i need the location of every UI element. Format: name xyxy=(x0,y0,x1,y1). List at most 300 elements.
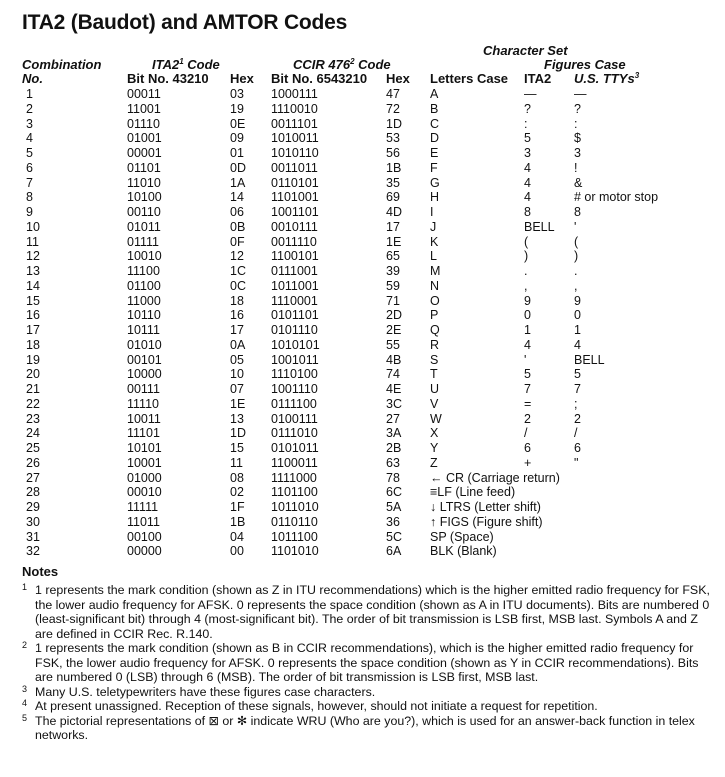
ita2-header: ITA2 xyxy=(524,71,552,86)
ita2-bits: 10000 xyxy=(127,367,162,382)
row-number: 23 xyxy=(26,411,40,426)
letters-case: ≡LF (Line feed) xyxy=(430,485,516,500)
letters-case: Z xyxy=(430,455,438,470)
us-tty-figure: & xyxy=(574,175,583,190)
ccir-bits: 1101010 xyxy=(271,544,319,559)
ita2-hex: 1D xyxy=(230,426,246,441)
us-tty-figure: " xyxy=(574,455,579,470)
note-item xyxy=(22,641,712,685)
row-number: 11 xyxy=(26,234,39,249)
us-tty-figure: 9 xyxy=(574,293,581,308)
page-title: ITA2 (Baudot) and AMTOR Codes xyxy=(22,11,348,34)
ccir-hex: 36 xyxy=(386,514,400,529)
ccir-bits: 1110010 xyxy=(271,101,318,116)
note-marker: 2 xyxy=(22,640,28,650)
us-ttys-label: U.S. TTYs xyxy=(574,71,635,86)
letters-case: Y xyxy=(430,441,439,455)
table-row xyxy=(0,426,725,441)
ita2-bits: 00100 xyxy=(127,529,162,544)
row-number: 13 xyxy=(26,264,40,278)
row-number: 10 xyxy=(26,219,40,234)
ita2-figure: 9 xyxy=(524,293,531,308)
ita2-hex: 00 xyxy=(230,544,244,559)
row-number: 8 xyxy=(26,190,33,205)
note-marker: 1 xyxy=(22,582,28,592)
ita2-bits: 01001 xyxy=(127,131,162,146)
letters-case: G xyxy=(430,175,440,190)
ita2-hex: 08 xyxy=(230,470,244,485)
us-tty-figure: . xyxy=(574,264,578,278)
table-row xyxy=(0,382,725,397)
ccir-bits: 1011001 xyxy=(271,278,319,293)
hex-header: Hex xyxy=(230,71,254,86)
no-header: No. xyxy=(22,71,43,86)
us-ttys-footnote: 3 xyxy=(634,71,640,80)
ita2-figure: / xyxy=(524,426,528,441)
ccir-bits: 1100101 xyxy=(271,249,319,264)
ita2-figure: : xyxy=(524,116,528,131)
ita2-hex: 0E xyxy=(230,116,246,131)
table-row xyxy=(0,87,725,102)
row-number: 21 xyxy=(26,382,40,396)
letters-case: O xyxy=(430,293,440,308)
row-number: 16 xyxy=(26,308,40,323)
ccir-bits: 0101101 xyxy=(271,308,319,323)
ita2-figure: ? xyxy=(524,101,531,116)
ita2-bits: 10011 xyxy=(127,411,161,426)
ita2-code-header xyxy=(152,57,220,72)
row-number: 4 xyxy=(26,131,33,146)
ita2-bits: 01000 xyxy=(127,470,162,485)
ita2-hex: 1A xyxy=(230,175,246,190)
ccir-code-header xyxy=(293,57,391,72)
row-number: 15 xyxy=(26,293,40,308)
table-row xyxy=(0,397,725,412)
letters-case: C xyxy=(430,116,440,131)
table-row xyxy=(0,176,725,191)
note-item xyxy=(22,714,712,743)
ita2-figure: 4 xyxy=(524,337,531,352)
table-row xyxy=(0,220,725,235)
ccir-hex: 17 xyxy=(386,219,400,234)
row-number: 27 xyxy=(26,470,40,485)
bit-no-ccir-header: Bit No. 6543210 xyxy=(271,71,368,86)
figures-case-header: Figures Case xyxy=(544,57,626,72)
ccir-bits: 0101110 xyxy=(271,323,318,337)
row-number: 24 xyxy=(26,426,40,441)
ccir-bits: 1111000 xyxy=(271,470,317,485)
us-tty-figure: # or motor stop xyxy=(574,190,659,205)
ita2-hex: 0B xyxy=(230,219,246,234)
letters-case: ↓ LTRS (Letter shift) xyxy=(430,500,541,514)
ita2-hex: 1E xyxy=(230,396,246,411)
ita2-bits: 01110 xyxy=(127,116,160,131)
ccir-hex: 3C xyxy=(386,396,402,411)
row-number: 3 xyxy=(26,116,33,131)
us-tty-figure: 6 xyxy=(574,441,581,455)
table-row xyxy=(0,131,725,146)
ita2-bits: 00111 xyxy=(127,382,160,396)
ita2-bits: 10100 xyxy=(127,190,162,205)
letters-case: X xyxy=(430,426,439,441)
ita2-hex: 07 xyxy=(230,382,244,396)
table-row xyxy=(0,471,725,486)
us-tty-figure: ? xyxy=(574,101,581,116)
row-number: 17 xyxy=(26,323,40,337)
letters-case: Q xyxy=(430,323,440,337)
letters-case: D xyxy=(430,131,440,146)
ccir-hex: 5C xyxy=(386,529,402,544)
ita2-bits: 10010 xyxy=(127,249,162,264)
table-row xyxy=(0,441,725,456)
letters-case-header: Letters Case xyxy=(430,71,509,86)
note-text: At present unassigned. Reception of these signals, however, should not initiate a request for repetition. xyxy=(35,699,598,713)
ita2-figure: , xyxy=(524,278,528,293)
ita2-bits: 11110 xyxy=(127,396,159,411)
ccir-hex: 78 xyxy=(386,470,400,485)
letters-case: ↑ FIGS (Figure shift) xyxy=(430,514,543,529)
letters-case: W xyxy=(430,411,442,426)
ccir-hex: 6C xyxy=(386,485,402,500)
table-row xyxy=(0,146,725,161)
row-number: 25 xyxy=(26,441,40,455)
ccir-bits: 1011010 xyxy=(271,500,319,514)
letters-case: SP (Space) xyxy=(430,529,494,544)
ita2-bits: 00011 xyxy=(127,87,161,101)
ccir-hex: 65 xyxy=(386,249,400,264)
ccir-bits: 0011101 xyxy=(271,116,318,131)
row-number: 20 xyxy=(26,367,40,382)
notes-list xyxy=(22,583,712,743)
us-tty-figure: 2 xyxy=(574,411,581,426)
note-text: 1 represents the mark condition (shown as Z in ITU recommendations) which is the higher emitted radio frequency for FSK, the lower audio frequency for AFSK. 0 represents the space condition (shown as A in ITU documents). Bits are numbered 0 (least-significant bit) through 4 (most-significant bit). The order of bit transmission is LSB first, MSB last. Symbols A and Z are defined in CCIR Rec. R.140. xyxy=(35,583,710,641)
note-text: 1 represents the mark condition (shown as B in CCIR recommendations), which is the higher emitted radio frequency for FSK, the lower audio frequency for AFSK. 0 represents the space condition (shown as Y in CCIR recommendations). Bits are numbered 0 (LSB) through 6 (MSB). The order of bit transmission is LSB first, MSB last. xyxy=(35,641,699,684)
ita2-figure: ( xyxy=(524,234,529,249)
ita2-bits: 01010 xyxy=(127,337,162,352)
ita2-bits: 00000 xyxy=(127,544,162,559)
letters-case: L xyxy=(430,249,437,264)
ccir-bits: 0111001 xyxy=(271,264,318,278)
ita2-figure: . xyxy=(524,264,528,278)
ccir-bits: 0011110 xyxy=(271,234,317,249)
ita2-hex: 09 xyxy=(230,131,244,146)
us-tty-figure: / xyxy=(574,426,578,441)
table-row xyxy=(0,323,725,338)
table-row xyxy=(0,353,725,368)
ita2-figure: ) xyxy=(524,249,529,264)
ita2-figure: 5 xyxy=(524,131,531,146)
ita2-figure: 4 xyxy=(524,160,531,175)
ccir-hex: 4D xyxy=(386,205,402,219)
ccir-code-footnote: 2 xyxy=(350,57,355,66)
ita2-figure: 5 xyxy=(524,367,531,382)
ccir-bits: 1001011 xyxy=(271,352,319,367)
ita2-figure: + xyxy=(524,455,532,470)
table-row xyxy=(0,485,725,500)
row-number: 29 xyxy=(26,500,40,514)
ita2-hex: 0A xyxy=(230,337,246,352)
ita2-hex: 13 xyxy=(230,411,244,426)
row-number: 26 xyxy=(26,455,40,470)
ita2-figure: 6 xyxy=(524,441,531,455)
ita2-bits: 11000 xyxy=(127,293,161,308)
us-tty-figure: — xyxy=(574,87,587,101)
ita2-hex: 17 xyxy=(230,323,244,337)
ita2-hex: 06 xyxy=(230,205,244,219)
ccir-hex: 63 xyxy=(386,455,400,470)
ccir-bits: 1100011 xyxy=(271,455,318,470)
us-tty-figure: BELL xyxy=(574,352,605,367)
ccir-code-suffix: Code xyxy=(354,57,391,72)
notes-title: Notes xyxy=(22,564,59,579)
note-item xyxy=(22,685,712,700)
row-number: 28 xyxy=(26,485,40,500)
ccir-bits: 0111100 xyxy=(271,396,317,411)
row-number: 7 xyxy=(26,175,33,190)
ccir-bits: 0101011 xyxy=(271,441,319,455)
ccir-bits: 0111010 xyxy=(271,426,318,441)
ccir-hex: 69 xyxy=(386,190,400,205)
ccir-hex: 5A xyxy=(386,500,402,514)
letters-case: F xyxy=(430,160,438,175)
bit-no-ita-header: Bit No. 43210 xyxy=(127,71,209,86)
row-number: 18 xyxy=(26,337,40,352)
row-number: 22 xyxy=(26,396,40,411)
ita2-hex: 18 xyxy=(230,293,244,308)
letters-case: S xyxy=(430,352,439,367)
ccir-hex: 55 xyxy=(386,337,400,352)
table-row xyxy=(0,249,725,264)
note-item xyxy=(22,583,712,641)
ccir-bits: 1011100 xyxy=(271,529,318,544)
ccir-bits: 1001110 xyxy=(271,382,318,396)
ccir-bits: 0110101 xyxy=(271,175,319,190)
table-row xyxy=(0,161,725,176)
ccir-hex: 1E xyxy=(386,234,402,249)
ccir-hex: 39 xyxy=(386,264,400,278)
ccir-hex: 56 xyxy=(386,146,400,160)
ita2-figure: BELL xyxy=(524,219,555,234)
ita2-bits: 11101 xyxy=(127,426,160,441)
table-row xyxy=(0,190,725,205)
us-tty-figure: ) xyxy=(574,249,579,264)
ccir-bits: 1010011 xyxy=(271,131,319,146)
ita2-bits: 10101 xyxy=(127,441,162,455)
ccir-bits: 1001101 xyxy=(271,205,319,219)
ita2-hex: 0F xyxy=(230,234,245,249)
ccir-bits: 1110100 xyxy=(271,367,318,382)
row-number: 14 xyxy=(26,278,40,293)
us-tty-figure: , xyxy=(574,278,578,293)
ita2-figure: 4 xyxy=(524,190,531,205)
letters-case: P xyxy=(430,308,439,323)
ccir-hex: 53 xyxy=(386,131,400,146)
ita2-hex: 12 xyxy=(230,249,244,264)
row-number: 19 xyxy=(26,352,40,367)
ccir-hex: 74 xyxy=(386,367,400,382)
ita2-figure: 2 xyxy=(524,411,531,426)
table-row xyxy=(0,500,725,515)
character-set-header: Character Set xyxy=(483,43,568,58)
ccir-bits: 1010110 xyxy=(271,146,319,160)
ita2-hex: 1C xyxy=(230,264,246,278)
combination-header: Combination xyxy=(22,57,102,72)
ccir-hex: 27 xyxy=(386,411,400,426)
row-number: 9 xyxy=(26,205,33,219)
letters-case: V xyxy=(430,396,439,411)
ita2-bits: 00001 xyxy=(127,146,162,160)
ccir-bits: 0011011 xyxy=(271,160,318,175)
letters-case: N xyxy=(430,278,440,293)
letters-case: U xyxy=(430,382,440,396)
ccir-hex: 1B xyxy=(386,160,402,175)
ccir-code-label: CCIR 476 xyxy=(293,57,351,72)
letters-case: H xyxy=(430,190,440,205)
us-tty-figure: 0 xyxy=(574,308,581,323)
table-row xyxy=(0,279,725,294)
ita2-hex: 04 xyxy=(230,529,244,544)
letters-case: E xyxy=(430,146,439,160)
ccir-hex: 72 xyxy=(386,101,400,116)
letters-case: I xyxy=(430,205,434,219)
ita2-bits: 11010 xyxy=(127,175,161,190)
hex2-header: Hex xyxy=(386,71,410,86)
ita2-bits: 01111 xyxy=(127,234,159,249)
row-number: 2 xyxy=(26,101,33,116)
us-tty-figure: 3 xyxy=(574,146,581,160)
letters-case: K xyxy=(430,234,439,249)
ita2-hex: 15 xyxy=(230,441,244,455)
ita2-hex: 01 xyxy=(230,146,244,160)
note-item xyxy=(22,699,712,714)
ccir-hex: 71 xyxy=(386,293,400,308)
letters-case: J xyxy=(430,219,437,234)
ita2-figure: 3 xyxy=(524,146,531,160)
ccir-bits: 0100111 xyxy=(271,411,318,426)
table-row xyxy=(0,515,725,530)
ccir-hex: 4E xyxy=(386,382,402,396)
letters-case: T xyxy=(430,367,438,382)
ccir-hex: 2E xyxy=(386,323,402,337)
ita2-bits: 11100 xyxy=(127,264,160,278)
ita2-hex: 19 xyxy=(230,101,244,116)
ita2-hex: 1F xyxy=(230,500,245,514)
ita2-figure: 1 xyxy=(524,323,531,337)
ita2-hex: 02 xyxy=(230,485,244,500)
us-tty-figure: 8 xyxy=(574,205,581,219)
ita2-hex: 10 xyxy=(230,367,244,382)
us-tty-figure: ( xyxy=(574,234,579,249)
ita2-bits: 00110 xyxy=(127,205,161,219)
letters-case: B xyxy=(430,101,439,116)
row-number: 32 xyxy=(26,544,40,559)
ccir-bits: 1110001 xyxy=(271,293,318,308)
us-ttys-header xyxy=(574,71,639,86)
ita2-bits: 10001 xyxy=(127,455,162,470)
ita2-code-label: ITA2 xyxy=(152,57,180,72)
ccir-bits: 0110110 xyxy=(271,514,318,529)
ita2-figure: 7 xyxy=(524,382,531,396)
ita2-figure: = xyxy=(524,396,532,411)
ita2-figure: ' xyxy=(524,352,527,367)
table-row xyxy=(0,205,725,220)
ita2-figure: — xyxy=(524,87,537,101)
ita2-hex: 0D xyxy=(230,160,246,175)
ccir-hex: 1D xyxy=(386,116,402,131)
row-number: 31 xyxy=(26,529,40,544)
table-row xyxy=(0,308,725,323)
ccir-hex: 2D xyxy=(386,308,402,323)
ita2-figure: 8 xyxy=(524,205,531,219)
table-row xyxy=(0,544,725,559)
ita2-hex: 14 xyxy=(230,190,244,205)
ita2-bits: 11011 xyxy=(127,514,160,529)
ita2-bits: 01100 xyxy=(127,278,161,293)
ccir-bits: 1010101 xyxy=(271,337,320,352)
ita2-hex: 03 xyxy=(230,87,244,101)
letters-case: BLK (Blank) xyxy=(430,544,497,559)
ita2-bits: 00010 xyxy=(127,485,162,500)
ita2-bits: 11111 xyxy=(127,500,159,514)
us-tty-figure: 4 xyxy=(574,337,581,352)
table-row xyxy=(0,338,725,353)
ita2-bits: 00101 xyxy=(127,352,162,367)
ccir-hex: 4B xyxy=(386,352,402,367)
ita2-code-footnote: 1 xyxy=(179,57,184,66)
row-number: 12 xyxy=(26,249,40,264)
ccir-hex: 3A xyxy=(386,426,402,441)
notes-section xyxy=(22,564,712,743)
ita2-hex: 11 xyxy=(230,455,243,470)
table-row xyxy=(0,102,725,117)
us-tty-figure: 1 xyxy=(574,323,581,337)
note-marker: 3 xyxy=(22,683,28,694)
ccir-hex: 47 xyxy=(386,87,400,101)
table-row xyxy=(0,235,725,250)
table-row xyxy=(0,264,725,279)
us-tty-figure: 5 xyxy=(574,367,581,382)
row-number: 30 xyxy=(26,514,40,529)
ita2-figure: 4 xyxy=(524,175,531,190)
ita2-hex: 16 xyxy=(230,308,244,323)
us-tty-figure: : xyxy=(574,116,578,131)
ccir-bits: 1101100 xyxy=(271,485,318,500)
us-tty-figure: ; xyxy=(574,396,578,411)
us-tty-figure: $ xyxy=(574,131,581,146)
letters-case: A xyxy=(430,87,439,101)
row-number: 1 xyxy=(26,87,33,101)
ita2-bits: 01011 xyxy=(127,219,161,234)
ccir-bits: 1101001 xyxy=(271,190,319,205)
ccir-hex: 59 xyxy=(386,278,400,293)
table-row xyxy=(0,530,725,545)
letters-case: M xyxy=(430,264,441,278)
ita2-bits: 10111 xyxy=(127,323,160,337)
table-row xyxy=(0,294,725,309)
letters-case: ← CR (Carriage return) xyxy=(430,470,560,485)
table-row xyxy=(0,412,725,427)
table-row xyxy=(0,456,725,471)
ita2-bits: 11001 xyxy=(127,101,161,116)
note-text: Many U.S. teletypewriters have these figures case characters. xyxy=(35,684,376,699)
us-tty-figure: 7 xyxy=(574,382,581,396)
ita2-hex: 0C xyxy=(230,278,246,293)
ita2-figure: 0 xyxy=(524,308,531,323)
ccir-bits: 0010111 xyxy=(271,219,318,234)
note-marker: 5 xyxy=(22,712,28,723)
note-marker: 4 xyxy=(22,698,28,708)
ita2-hex: 05 xyxy=(230,352,244,367)
